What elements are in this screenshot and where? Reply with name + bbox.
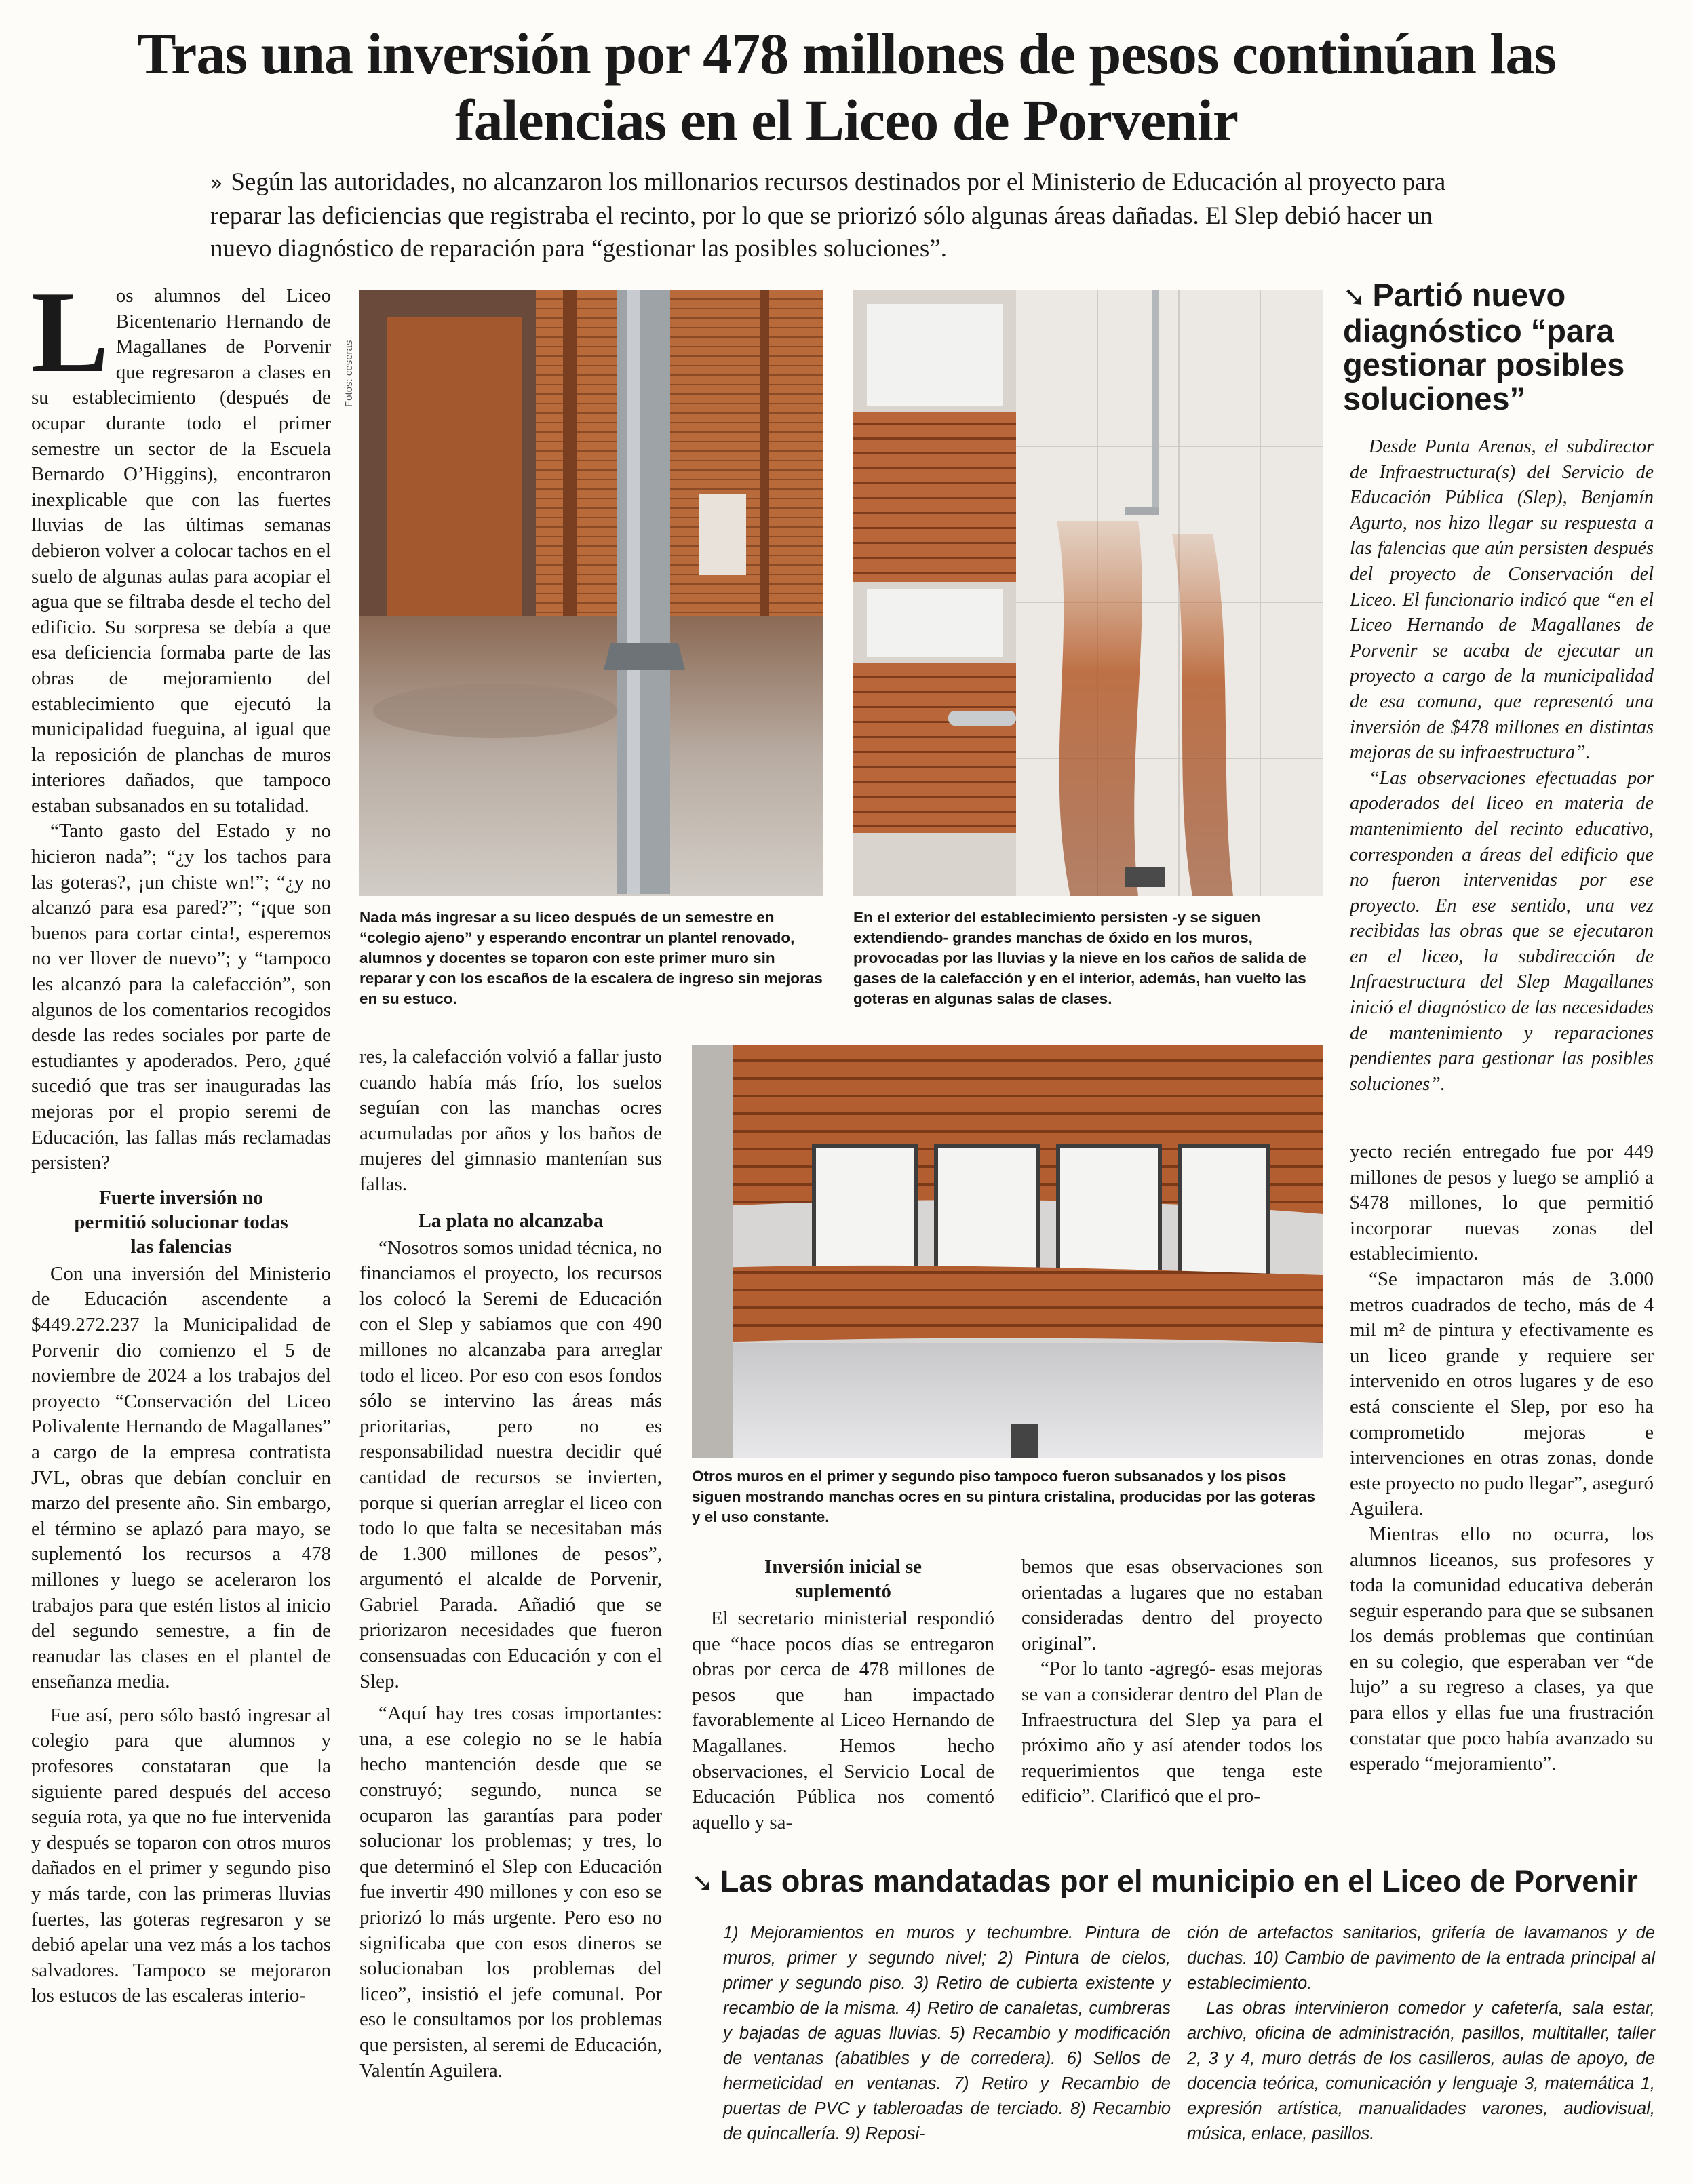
paragraph: res, la calefacción volvió a fallar justo cuando había más frío, los suelos seguían con las manchas ocres acumuladas por años y los baños de mujeres del gimnasio mantenían sus fallas. (359, 1046, 662, 1195)
paragraph: El secretario ministerial respondió que “hace pocos días se entregaron obras por cerca de 478 millones de pesos que han impactado favorablemente al Liceo Hernando de Magallanes. Hemos hecho observaciones, el Servicio Local de Educación Pública nos comentó aquello y sa- (692, 1607, 994, 1833)
subheading-investment: Fuerte inversión no permitió solucionar todas las falencias (74, 1186, 288, 1257)
sidebar-body (1350, 434, 1654, 1112)
drop-cap: L (31, 284, 109, 397)
sidebar-heading: ➘ Partió nuevo diagnóstico “para gestionar posibles soluciones” (1343, 277, 1625, 416)
photo-credit: Fotos: ceseras (343, 340, 355, 407)
caption-photo-1: Nada más ingresar a su liceo después de un semestre en “colegio ajeno” y esperando encontrar un plantel renovado, alumnos y docentes se toparon con este primer muro sin reparar y con los escaños de la escalera de ingreso sin mejoras en su estuco. (359, 909, 823, 1007)
article-column-4 (1021, 1555, 1323, 1867)
arrow-down-right-icon: ➘ (692, 1869, 714, 1898)
works-column-2 (1187, 1921, 1655, 2147)
photo-exterior-rust-stains-image (853, 290, 1323, 896)
article-column-5 (1350, 1139, 1654, 1872)
paragraph: bemos que esas observaciones son orientadas a lugares que no estaban consideradas dentro del proyecto original”. (1021, 1556, 1323, 1654)
paragraph: “Por lo tanto -agregó- esas mejoras se van a considerar dentro del Plan de Infraestructura del Slep ya para el próximo año y así atender todos los requerimientos que tenga este edificio”. Clarificó que el pro- (1021, 1658, 1323, 1808)
works-list: 1) Mejoramientos en muros y techumbre. Pintura de muros, primer y segundo nivel; 2) Pintura de cielos, primer y segundo piso. 3) Retiro de cubierta existente y recambio de la misma. 4) Retiro de canaletas, cumbreras y bajadas de aguas lluvias. 5) Recambio y modificación de ventanas (abatibles y de corredera). 6) Sellos de hermeticidad en ventanas. 7) Retiro y Recambio de puertas de PVC y tableroadas de terciado. 8) Recambio de quincallería. 9) Reposi- (723, 1924, 1171, 2143)
sidebar-section (1343, 278, 1655, 416)
article-column-2 (359, 1045, 662, 2143)
subheading-initial-investment: Inversión inicial se suplementó (764, 1556, 922, 1602)
photo-interior-corridor-image (359, 290, 823, 896)
photo-damaged-walls (692, 1045, 1323, 1458)
paragraph: “Se impactaron más de 3.000 metros cuadrados de techo, más de 4 mil m² de pintura y efectivamente es un liceo grande y requiere ser intervenido en otros lugares y de eso está consciente el Slep, por eso ha comprometido mejoras e intervenciones en otras zonas, donde este proyecto no pudo llegar”, aseguró Aguilera. (1350, 1268, 1654, 1520)
arrow-down-right-icon: ➘ (1343, 282, 1366, 312)
article-column-3 (692, 1555, 994, 1867)
works-box-heading: ➘ Las obras mandatadas por el municipio en el Liceo de Porvenir (692, 1864, 1638, 1898)
headline: Tras una inversión por 478 millones de pesos continúan las falencias en el Liceo de Porvenir (137, 21, 1556, 153)
article-column-1 (31, 284, 331, 2169)
paragraph: Fue así, pero sólo bastó ingresar al colegio para que alumnos y profesores constataran que la siguiente pared después del acceso seguía rota, ya que no fue intervenida y después se toparon con otros muros dañados en el primer y segundo piso y más tarde, con las primeras lluvias fuertes, las goteras regresaron y se debió apelar una vez más a los tachos salvadores. Tampoco se mejoraron los estucos de las escaleras interio- (31, 1704, 331, 2007)
opening-paragraph: Los alumnos del Liceo Bicentenario Hernando de Magallanes de Porvenir que regresaron a clases en su establecimiento (después de ocupar durante todo el primer semestre un sector de la Escuela Bernardo O’Higgins), encontraron inexplicable que con las fuertes lluvias de las últimas semanas debieron volver a colocar tachos en el suelo de algunas aulas para acopiar el agua que se filtraba desde el techo del edificio. Su sorpresa se debía a que esa deficiencia formaba parte de las obras de mejoramiento del establecimiento que ejecutó la municipalidad fueguina, al igual que la reposición de planchas de muros interiores dañados, que tampoco estaban subsanados en su totalidad. (31, 284, 331, 817)
paragraph: “Aquí hay tres cosas importantes: una, a ese colegio no se le había hecho mantención desde que se construyó; segundo, nunca se ocuparon las garantías para poder solucionar los problemas; y tres, lo que determinó el Slep con Educación fue invertir 490 millones y con eso se priorizó lo más urgente. Pero eso no significaba que con esos dineros se solucionaban los problemas del liceo”, insistió el jefe comunal. Por eso le consultamos por los problemas que persisten, al seremi de Educación, Valentín Aguilera. (359, 1702, 662, 2082)
lead-arrow-icon: » (210, 172, 223, 195)
paragraph: Desde Punta Arenas, el subdirector de Infraestructura(s) del Servicio de Educación Pública (Slep), Benjamín Agurto, nos hizo llegar su respuesta a las falencias que aún persisten después del proyecto de Conservación del Liceo. El funcionario indicó que “en el Liceo Hernando de Magallanes de Porvenir se acaba de ejecutar un proyecto a cargo de la municipalidad de esa comuna, que representó una inversión de $478 millones en distintas mejoras de su infraestructura”. (1350, 436, 1654, 764)
works-list-continued: ción de artefactos sanitarios, grifería de lavamanos y de duchas. 10) Cambio de pavimento de la entrada principal al establecimiento. (1187, 1924, 1655, 1993)
subheading-money: La plata no alcanzaba (418, 1209, 604, 1232)
lead-text: Según las autoridades, no alcanzaron los millonarios recursos destinados por el Ministerio de Educación al proyecto para reparar las deficiencias que registraba el recinto, por lo que se priorizó sólo algunas áreas dañadas. El Slep debió hacer un nuevo diagnóstico de reparación para “gestionar las posibles soluciones”. (210, 168, 1446, 262)
caption-photo-3: Otros muros en el primer y segundo piso tampoco fueron subsanados y los pisos siguen mostrando manchas ocres en su pintura cristalina, producidas por las goteras y el uso constante. (692, 1468, 1315, 1525)
paragraph: Mientras ello no ocurra, los alumnos liceanos, sus profesores y toda la comunidad educativa deberán seguir esperando para que se subsanen los demás problemas que continúan en su colegio, que esperaban ver “de lujo” a su regreso a clases, ya que para ellos y ellas fue una frustración constatar que poco había avanzado su esperado “mejoramiento”. (1350, 1523, 1654, 1775)
works-column-1 (723, 1921, 1171, 2147)
paragraph: “Nosotros somos unidad técnica, no financiamos el proyecto, los recursos los colocó la Seremi de Educación con el Slep y sabíamos que con 490 millones no alcanzaba para arreglar todo el liceo. Por eso con esos fondos sólo se intervino las áreas más prioritarias, pero no es responsabilidad nuestra decidir qué cantidad de recursos se invierten, porque si querían arreglar el liceo con todo lo que falta se necesitaban más de 1.300 millones de pesos”, argumentó el alcalde de Porvenir, Gabriel Parada. Añadió que se priorizaron necesidades que fueron consensuadas con Educación y con el Slep. (359, 1236, 662, 1692)
works-box (692, 1864, 1662, 2162)
paragraph: yecto recién entregado fue por 449 millones de pesos y luego se amplió a $478 millones, lo que permitió incorporar nuevas zonas del establecimiento. (1350, 1141, 1654, 1265)
paragraph: “Las observaciones efectuadas por apoderados del liceo en materia de mantenimiento del recinto educativo, corresponden a áreas del edificio que no fueron intervenidas por ese proyecto. En ese sentido, una vez recibidas las obras que se ejecutaron en el liceo, la subdirección de Infraestructura del Slep Magallanes inició el diagnóstico de las necesidades de mantenimiento y reparaciones pendientes para gestionar las posibles soluciones”. (1350, 767, 1654, 1095)
lead-paragraph (210, 166, 1485, 265)
caption-photo-2: En el exterior del establecimiento persisten -y se siguen extendiendo- grandes manchas de óxido en los muros, provocadas por las lluvias y la nieve en los caños de salida de gases de la calefacción y en el interior, además, han vuelto las goteras en algunas salas de clases. (853, 909, 1306, 1007)
photo-exterior-rust-stains (853, 290, 1323, 896)
paragraph: Con una inversión del Ministerio de Educación ascendente a $449.272.237 la Municipalidad de Porvenir dio comienzo el 5 de noviembre de 2024 a los trabajos del proyecto “Conservación del Liceo Polivalente Hernando de Magallanes” a cargo de la empresa contratista JVL, obras que debían concluir en marzo del presente año. Sin embargo, el término se aplazó para mayo, se suplementó los recursos a 478 millones y luego se aceleraron los trabajos para que estén listos al inicio del segundo semestre, a fin de reanudar las clases en el plantel de enseñanza media. (31, 1262, 331, 1693)
works-areas: Las obras intervinieron comedor y cafetería, sala estar, archivo, oficina de administración, pasillos, multitaller, taller 2, 3 y 4, muro detrás de los casilleros, aulas de apoyo, de docencia teórica, comunicación y lenguaje 3, matemática 1, expresión artística, manualidades varones, audiovisual, música, enlace, pasillos. (1187, 1999, 1655, 2143)
paragraph: “Tanto gasto del Estado y no hicieron nada”; “¿y los tachos para las goteras?, ¡un chiste wn!”; “¿y no alcanzó para esa pared?”; “¡que son buenos para cortar cinta!, esperemos no ver llover de nuevo”; y “tampoco les alcanzó para la calefacción”, son algunos de los comentarios recogidos desde las redes sociales por parte de estudiantes y apoderados. Pero, ¿qué sucedió que tras ser inauguradas las mejoras por el propio seremi de Educación, las fallas más reclamadas persisten? (31, 820, 331, 1174)
photo-interior-corridor (359, 290, 823, 896)
photo-damaged-walls-image (692, 1045, 1323, 1458)
